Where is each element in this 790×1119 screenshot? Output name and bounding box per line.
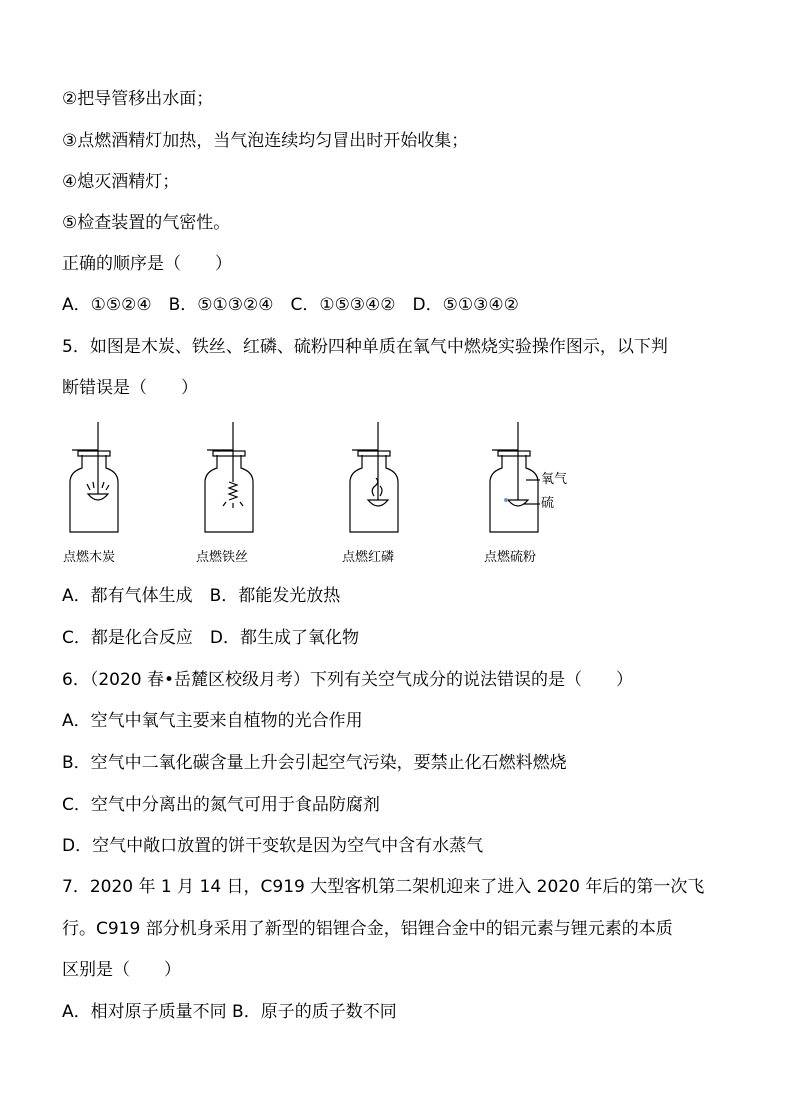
spark-iron: [223, 502, 243, 508]
caption-phosphorus: 点燃红磷: [342, 550, 395, 565]
q4-prompt: 正确的顺序是（ ）: [62, 254, 232, 274]
combustion-figure: [60, 420, 600, 570]
q5-stem-line2: 断错误是（ ）: [62, 378, 198, 398]
q5-options-line1: A．都有气体生成 B．都能发光放热: [62, 586, 341, 606]
q5-stem-line1: 5．如图是木炭、铁丝、红磷、硫粉四种单质在氧气中燃烧实验操作图示，以下判: [62, 337, 668, 357]
caption-sulfur: 点燃硫粉: [484, 550, 537, 565]
caption-iron: 点燃铁丝: [196, 550, 249, 565]
iron-coil: [229, 482, 237, 500]
q4-step-2: ②把导管移出水面；: [62, 89, 214, 109]
spoon-phosphorus: [368, 500, 388, 506]
q7-stem-line1: 7．2020 年 1 月 14 日，C919 大型客机第二架机迎来了进入 2020 年后的第一次飞: [62, 877, 705, 897]
q6-option-a: A．空气中氧气主要来自植物的光合作用: [62, 711, 363, 731]
q4-step-4: ④熄灭酒精灯；: [62, 172, 180, 192]
q5-options-line2: C．都是化合反应 D．都生成了氧化物: [62, 628, 359, 648]
sulfur-flame: [504, 498, 508, 502]
smoke-phosphorus: [372, 478, 382, 496]
q7-stem-line3: 区别是（ ）: [62, 960, 181, 980]
bottle-charcoal: [70, 422, 118, 532]
q4-options: A．①⑤②④ B．⑤①③②④ C．①⑤③④② D．⑤①③④②: [62, 295, 519, 315]
label-oxygen: 氧气: [541, 472, 568, 487]
q4-step-5: ⑤检查装置的气密性。: [62, 213, 231, 233]
label-sulfur: 硫: [541, 496, 555, 511]
q6-option-b: B．空气中二氧化碳含量上升会引起空气污染，要禁止化石燃料燃烧: [62, 753, 567, 773]
bottle-phosphorus: [350, 422, 398, 532]
q7-stem-line2: 行。C919 部分机身采用了新型的铝锂合金，铝锂合金中的铝元素与锂元素的本质: [62, 919, 673, 939]
bottle-iron: [205, 422, 253, 532]
q6-option-c: C．空气中分离出的氮气可用于食品防腐剂: [62, 795, 380, 815]
spoon-charcoal: [88, 494, 108, 500]
q7-options-line1: A．相对原子质量不同 B．原子的质子数不同: [62, 1002, 397, 1022]
bottle-sulfur: [490, 422, 540, 532]
q6-option-d: D．空气中敞口放置的饼干变软是因为空气中含有水蒸气: [62, 836, 484, 856]
caption-charcoal: 点燃木炭: [63, 550, 116, 565]
q6-stem: 6．（2020 春•岳麓区校级月考）下列有关空气成分的说法错误的是（ ）: [62, 670, 634, 690]
spoon-sulfur: [508, 500, 528, 506]
combustion-bottles-drawing: [60, 420, 600, 570]
q4-step-3: ③点燃酒精灯加热，当气泡连续均匀冒出时开始收集；: [62, 131, 469, 151]
